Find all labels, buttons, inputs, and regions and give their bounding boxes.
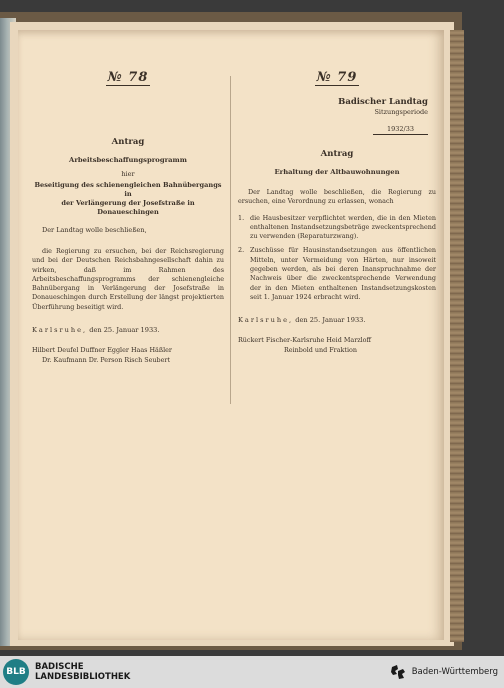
hier-label: hier <box>121 170 135 178</box>
blb-logo-icon[interactable]: BLB <box>3 659 29 685</box>
motion-list <box>238 214 436 303</box>
motion-body: die Regierung zu ersuchen, bei der Reichsregierung und bei der Deutschen Reichsbahngesellschaft dahin zu wirken, daß im Rahmen des Arbeitsbeschaffungsprogramms der schienengleiche Bahnübergang in Verlängerung der Josefstraße in Donaueschingen durch Erstellung der längst projektierten Überführung beseitigt wird. <box>32 247 224 311</box>
state-logo[interactable] <box>389 663 498 681</box>
motion-intro: Der Landtag wolle beschließen, die Regierung zu ersuchen, eine Verordnung zu erlassen, wonach <box>238 188 436 206</box>
signatories: Rückert Fischer-Karlsruhe Heid Marzloff Reinbold und Fraktion <box>238 336 372 354</box>
motion-subtitle: Arbeitsbeschaffungsprogramm <box>69 156 187 164</box>
list-item: 1. die Hausbesitzer verpflichtet werden, die in den Mieten enthaltenen Instandsetzungsbeträge zweckentsprechend zu verwenden (Reparaturzwang). <box>238 213 436 241</box>
column-divider <box>230 76 231 404</box>
motion-intro: Der Landtag wolle beschließen, <box>42 226 147 234</box>
book-binding <box>450 30 464 642</box>
landtag-header: Badischer Landtag Sitzungsperiode 1932/33 <box>338 97 428 133</box>
motion-subtitle: Erhaltung der Altbauwohnungen <box>274 168 400 176</box>
footer-bar <box>0 656 504 688</box>
lions-coat-of-arms-icon <box>389 663 407 681</box>
state-name: Baden-Württemberg <box>411 667 498 677</box>
motion-subject: Beseitigung des schienengleichen Bahnübergangs in der Verlängerung der Josefstraße in Donaueschingen <box>34 181 222 216</box>
document-number: № 79 <box>316 70 358 85</box>
motion-heading: Antrag <box>111 137 145 147</box>
dateline: Karlsruhe, den 25. Januar 1933. <box>238 316 366 325</box>
library-name[interactable]: BADISCHE LANDESBIBLIOTHEK <box>35 662 131 682</box>
right-column <box>238 70 436 355</box>
document-number: № 78 <box>107 70 149 85</box>
list-item: 2. Zuschüsse für Hausinstandsetzungen aus öffentlichen Mitteln, unter Vermeidung von Härten, nur insoweit gegeben werden, als bei deren Inanspruchnahme der Nachweis über die zweckentsprechende Verwendung der in den Mieten enthaltenen Instandsetzungskosten seit 1. Januar 1924 erbracht wird. <box>238 246 436 301</box>
document-page <box>18 30 444 640</box>
signatories: Hilbert Deufel Duffner Eggler Haas Häßler Dr. Kaufmann Dr. Person Risch Seubert <box>32 346 172 364</box>
left-column <box>32 70 224 365</box>
dateline: Karlsruhe, den 25. Januar 1933. <box>32 326 160 335</box>
motion-heading: Antrag <box>320 149 354 159</box>
